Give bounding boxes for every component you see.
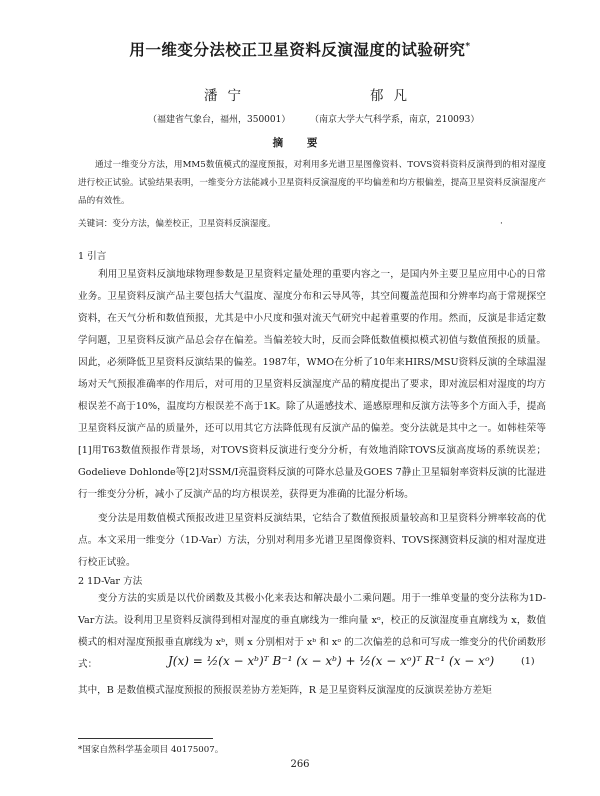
introduction-body bbox=[78, 264, 546, 506]
stray-dot: · bbox=[500, 219, 503, 229]
author-affiliation: （福建省气象台，福州，350001） bbox=[148, 115, 291, 125]
footnote-rule bbox=[78, 738, 213, 739]
footnote: *国家自然科学基金项目 40175007。 bbox=[78, 745, 224, 755]
equation-number: (1) bbox=[521, 656, 535, 667]
abstract-text: 通过一维变分方法，用MM5数值模式的湿度预报，对利用多光谱卫星图像资料、TOVS资料资料反演得到的相对湿度进行校正试验。试验结果表明，一维变分方法能减小卫星资料反演湿度的平均偏差和均方根偏差，提高卫星资料反演湿度产品的有效性。 bbox=[78, 160, 546, 206]
paragraph: 其中，B 是数值模式湿度预报的预报误差协方差矩阵，R 是卫星资料反演湿度的反演误差协方差矩 bbox=[78, 685, 492, 696]
abstract bbox=[78, 156, 546, 210]
abstract-heading: 摘 要 bbox=[272, 137, 328, 149]
introduction-body-2 bbox=[78, 508, 546, 574]
paragraph: 利用卫星资料反演地球物理参数是卫星资料定量处理的重要内容之一，是国内外主要卫星应用中心的日常业务。卫星资料反演产品主要包括大气温度、湿度分布和云导风等，其空间覆盖范围和分辨率均高于常规探空资料，在天气分析和数值预报，尤其是中小尺度和强对流天气研究中起着重要的作用。然而，反演是非适定数学问题，卫星资料反演产品总会存在偏差。当偏差较大时，反而会降低数值模拟模式初值与数值预报的质量。因此，必须降低卫星资料反演结果的偏差。1987年，WMO在分析了10年来HIRS/MSU资料反演的全球温湿场对天气预报准确率的作用后，对可用的卫星资料反演湿度产品的精度提出了要求，即对流层相对湿度的均方根误差不高于10%，温度均方根误差不高于1K。除了从遥感技术、遥感原理和反演方法等多个方面入手，提高卫星资料反演产品的质量外，还可以用其它方法降低现有反演产品的偏差。变分法就是其中之一。如韩桂荣等[1]用T63数值预报作背景场，对TOVS资料反演进行变分分析，有效地消除TOVS反演高度场的系统误差；Godelieve Dohlonde等[2]对SSM/I亮温资料反演的可降水总量及GOES 7静止卫星辐射率资料反演的比湿进行一维变分分析，减小了反演产品的均方根误差，获得更为准确的比湿分析场。 bbox=[78, 269, 546, 500]
author-name: 潘宁 bbox=[204, 88, 251, 104]
section-heading-method: 2 1D-Var 方法 bbox=[78, 576, 143, 587]
method-body-continued bbox=[78, 680, 546, 702]
author-name: 郁凡 bbox=[370, 88, 417, 104]
paragraph: 变分方法的实质是以代价函数及其极小化来表达和解决最小二乘问题。用于一维单变量的变分法称为1D-Var方法。设利用卫星资料反演得到相对湿度的垂直廓线为一维向量 xᵒ，校正的反演湿度垂直廓线为 x，数值模式的相对湿度预报垂直廓线为 xᵇ，则 x 分别相对于 xᵇ 和 xᵒ 的二次偏差的总和可写成一维变分的代价函数形式： bbox=[78, 593, 546, 670]
paragraph: 变分法是用数值模式预报改进卫星资料反演结果，它结合了数值预报质量较高和卫星资料分辨率较高的优点。本文采用一维变分（1D-Var）方法，分别对利用多光谱卫星图像资料、TOVS探测资料反演的相对湿度进行校正试验。 bbox=[78, 513, 546, 568]
author-affiliation: （南京大学大气科学系，南京，210093） bbox=[310, 115, 480, 125]
page-number: 266 bbox=[290, 759, 310, 770]
paper-title: 用一维变分法校正卫星资料反演湿度的试验研究* bbox=[129, 40, 471, 59]
keywords: 关键词：变分方法，偏差校正，卫星资料反演湿度。 bbox=[78, 219, 276, 229]
cost-function-formula: J(x) = ½(x − xᵇ)ᵀ B⁻¹ (x − xᵇ) + ½(x − xᵒ)ᵀ R⁻¹ (x − xᵒ) bbox=[168, 654, 495, 668]
section-heading-introduction: 1 引言 bbox=[78, 251, 107, 262]
